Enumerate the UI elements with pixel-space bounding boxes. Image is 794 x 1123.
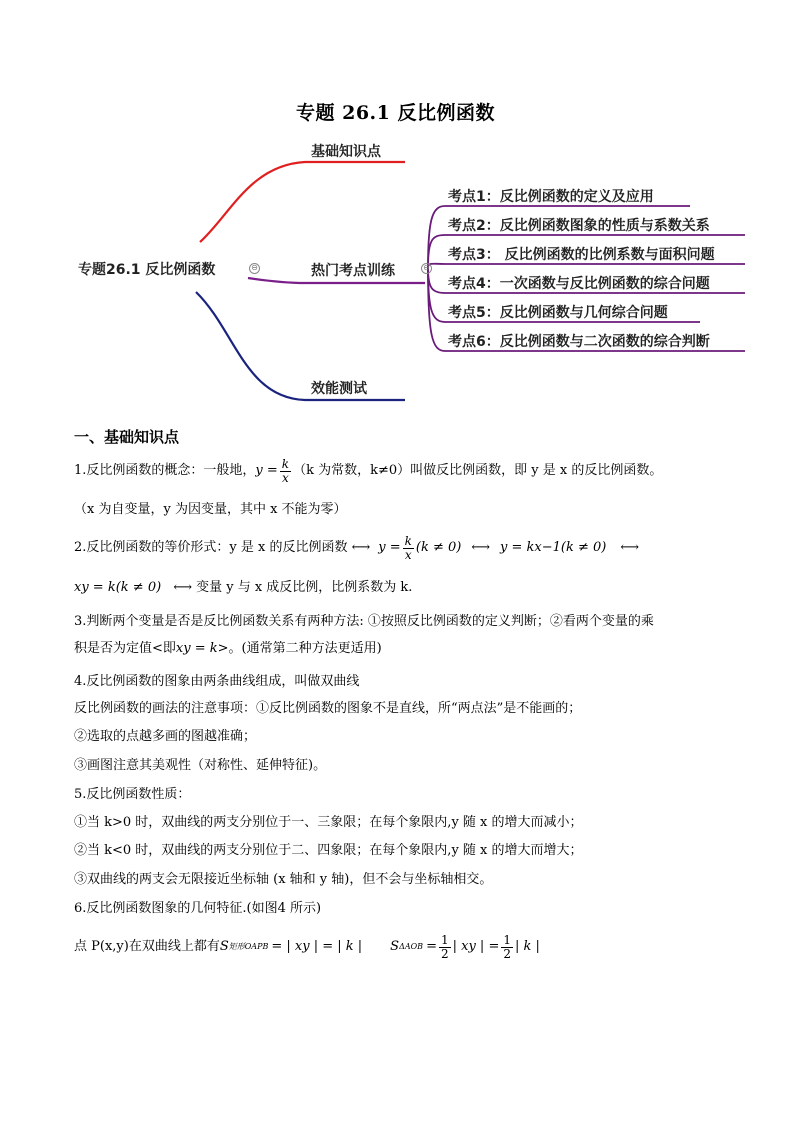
formula-lhs: y = [378, 540, 401, 555]
para-1 [74, 455, 662, 487]
area-formula-rect: = | xy | = | k | [271, 939, 363, 954]
para-3b-text: 积是否为定值<即 [74, 641, 176, 656]
para-5a: ①当 k>0 时，双曲线的两支分别位于一、三象限；在每个象限内,y 随 x 的增大而减小； [74, 815, 583, 830]
area-subscript-rect: 矩形OAPB [228, 942, 269, 951]
formula-exponent: −1 [541, 540, 561, 555]
area-symbol-rect: S [219, 939, 229, 954]
mindmap-connectors [0, 0, 794, 420]
mindmap-root: 专题26.1 反比例函数 [78, 262, 216, 278]
para-5c: ③双曲线的两支会无限接近坐标轴 (x 轴和 y 轴)，但不会与坐标轴相交。 [74, 872, 493, 887]
mindmap-branch-basics: 基础知识点 [311, 144, 381, 160]
equals-sign: = [426, 939, 437, 954]
formula-lhs: y = [255, 463, 278, 478]
mindmap-topic-5: 考点5：反比例函数与几何综合问题 [448, 305, 668, 321]
para-2 [74, 532, 639, 564]
para-1b: （x 为自变量，y 为因变量，其中 x 不能为零） [74, 502, 347, 517]
area-formula-end: | k | [514, 939, 540, 954]
para-4d: ③画图注意其美观性（对称性、延伸特征)。 [74, 758, 327, 773]
equiv-arrow: ⟷ [471, 540, 490, 555]
formula-inverse: y = kx [500, 540, 542, 555]
branch-bottom-curve [196, 292, 405, 400]
half-fraction: $\frac{1}{2}$ [440, 932, 449, 961]
para-1-text-end: （k 为常数，k≠0）叫做反比例函数，即 y 是 x 的反比例函数。 [293, 463, 663, 478]
formula-condition: (k ≠ 0) [560, 540, 607, 555]
para-3b [74, 641, 382, 657]
para-2b [74, 580, 412, 596]
area-symbol-triangle: S [390, 939, 400, 954]
formula-product: xy = k [175, 641, 218, 656]
area-formula-mid: | xy | = [452, 939, 500, 954]
mindmap-branch-test: 效能测试 [311, 381, 367, 397]
mindmap-topic-3: 考点3： 反比例函数的比例系数与面积问题 [448, 247, 715, 263]
para-4b: 反比例函数的画法的注意事项：①反比例函数的图象不是直线，所“两点法”是不能画的； [74, 701, 582, 716]
formula-fraction: $\frac{k}{x}$ [281, 456, 290, 485]
para-4c: ②选取的点越多画的图越准确； [74, 729, 257, 744]
equiv-arrow: ⟷ [620, 540, 639, 555]
para-3b-text-end: >。(通常第二种方法更适用) [217, 641, 382, 656]
para-1-text: 1.反比例函数的概念：一般地， [74, 463, 256, 478]
para-2-text: 2.反比例函数的等价形式：y 是 x 的反比例函数 ⟷ [74, 540, 371, 555]
mindmap-branch-hot-topics: 热门考点训练 [311, 263, 395, 279]
para-5b: ②当 k<0 时，双曲线的两支分别位于二、四象限；在每个象限内,y 随 x 的增大而增大； [74, 843, 583, 858]
collapse-icon[interactable]: ⊖ [249, 263, 260, 274]
formula-condition: (k ≠ 0) [415, 540, 462, 555]
formula-fraction: $\frac{k}{x}$ [404, 533, 412, 562]
half-fraction: $\frac{1}{2}$ [503, 932, 511, 961]
para-3a: 3.判断两个变量是否是反比例函数关系有两种方法: ①按照反比例函数的定义判断；②看两个变量的乘 [74, 614, 654, 629]
mindmap-topic-4: 考点4：一次函数与反比例函数的综合问题 [448, 276, 710, 292]
page-title: 专题 26.1 反比例函数 [296, 102, 496, 124]
mindmap-topic-6: 考点6：反比例函数与二次函数的综合判断 [448, 334, 710, 350]
area-subscript-triangle: ΔAOB [399, 942, 424, 951]
formula-product: xy = k(k ≠ 0) [74, 580, 162, 595]
mindmap-topic-1: 考点1：反比例函数的定义及应用 [448, 189, 654, 205]
section-heading: 一、基础知识点 [74, 428, 180, 446]
para-6b [74, 930, 540, 964]
para-4a: 4.反比例函数的图象由两条曲线组成，叫做双曲线 [74, 674, 360, 689]
para-6: 6.反比例函数图象的几何特征.(如图4 所示) [74, 901, 322, 916]
para-2b-text: ⟷ 变量 y 与 x 成反比例，比例系数为 k. [173, 580, 413, 595]
para-6b-text: 点 P(x,y)在双曲线上都有 [74, 939, 220, 954]
para-5: 5.反比例函数性质： [74, 787, 191, 802]
branch-top-curve [200, 162, 405, 242]
mindmap-topic-2: 考点2：反比例函数图象的性质与系数关系 [448, 218, 710, 234]
collapse-icon[interactable]: ⊖ [421, 263, 432, 274]
